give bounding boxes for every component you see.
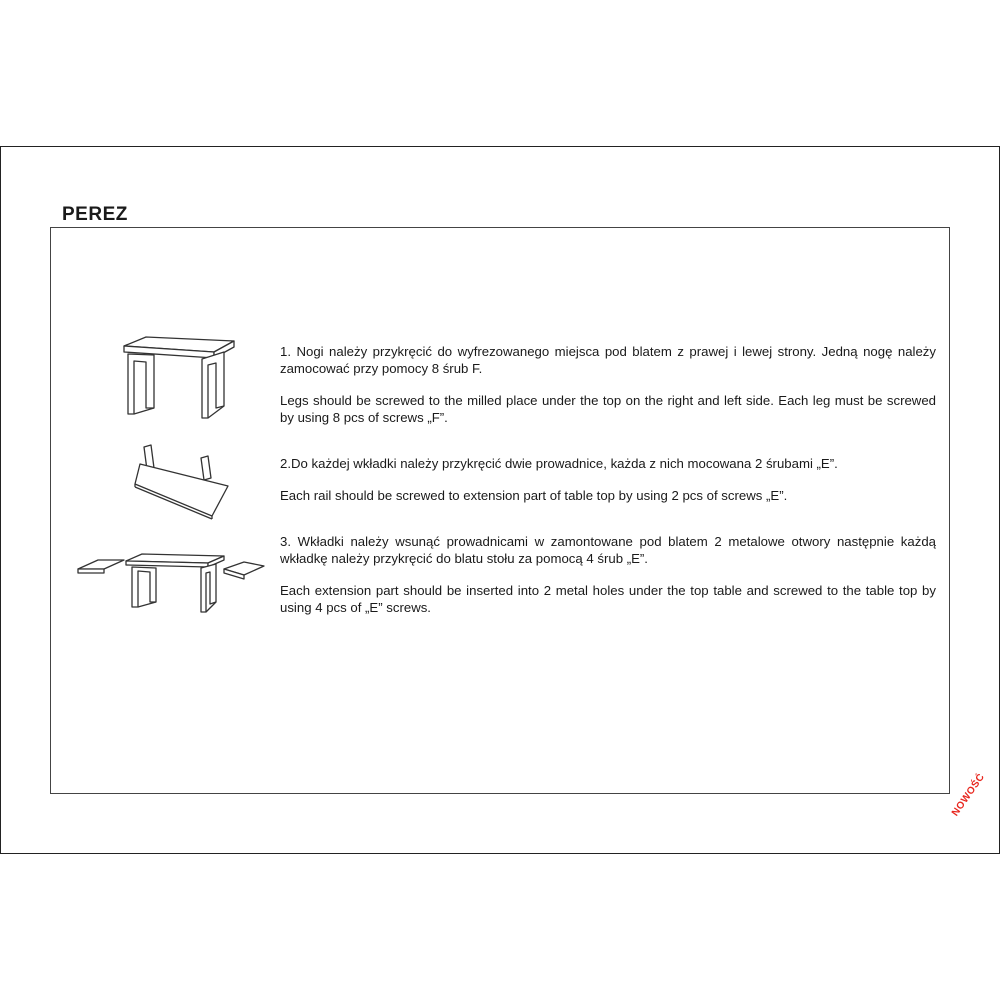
step-3-english: Each extension part should be inserted into 2 metal holes under the top table and screwed to the table top by using 4 pcs of „E” screws. [280, 583, 936, 615]
extension-rails-icon [132, 440, 242, 520]
step-1 [280, 343, 936, 426]
table-legs-icon [118, 332, 238, 424]
step-3-polish: 3. Wkładki należy wsunąć prowadnicami w zamontowane pod blatem 2 metalowe otwory następnie każdą wkładkę należy przykręcić do blatu stołu za pomocą 4 śrub „E”. [280, 534, 936, 566]
step-2-polish: 2.Do każdej wkładki należy przykręcić dwie prowadnice, każda z nich mocowana 2 śrubami „E”. [280, 456, 838, 471]
step-1-english: Legs should be screwed to the milled place under the top on the right and left side. Each leg must be screwed by using 8 pcs of screws „F”. [280, 393, 936, 425]
step-2-english: Each rail should be screwed to extension part of table top by using 2 pcs of screws „E”. [280, 488, 788, 503]
step-3 [280, 533, 936, 616]
product-title: PEREZ [62, 204, 128, 225]
extended-table-icon [76, 548, 266, 618]
new-badge: NOWOŚĆ [950, 771, 988, 819]
step-2 [280, 455, 936, 504]
step-1-polish: 1. Nogi należy przykręcić do wyfrezowanego miejsca pod blatem z prawej i lewej strony. Jedną nogę należy zamocować przy pomocy 8 śrub F. [280, 344, 936, 376]
